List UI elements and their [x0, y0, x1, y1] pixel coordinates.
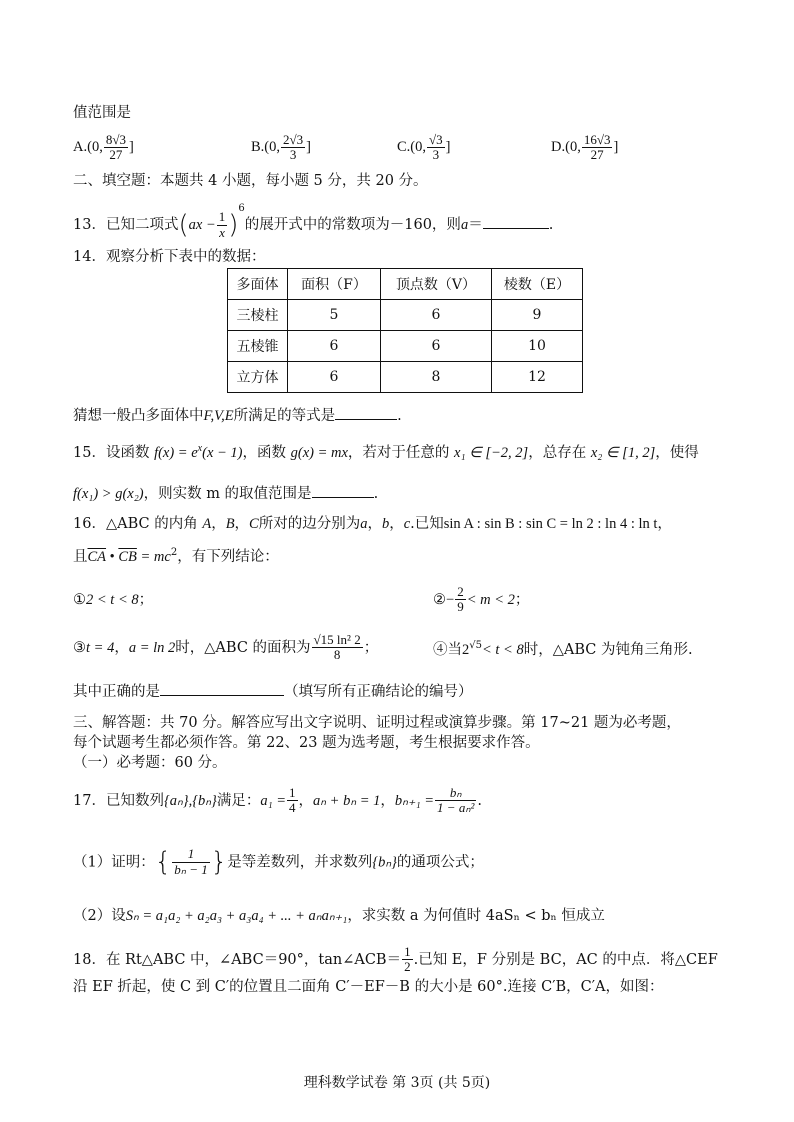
frac-den: 1 − aₙ² — [437, 800, 475, 816]
right-brace: } — [210, 847, 228, 877]
q14-answer-blank — [335, 407, 397, 420]
frac-num: √15 ln² 2 — [313, 632, 361, 647]
option-prefix: (0, — [87, 139, 103, 156]
q16-text: .已知 — [410, 516, 444, 532]
q16-vector-ca: $\overline{CA}$ — [87, 548, 107, 565]
frac-num: bₙ — [435, 786, 476, 801]
q16-neg: − — [446, 591, 455, 608]
q12-option — [397, 133, 451, 163]
q16-answer — [73, 683, 473, 701]
question-14 — [73, 248, 265, 266]
q13-ax: ax − — [188, 217, 216, 233]
q16-fraction — [455, 585, 466, 615]
frac-num: 8√3 — [105, 132, 126, 147]
option-suffix: ] — [613, 139, 619, 156]
section3-line1: 三、解答题：共 70 分。解答应写出文字说明、证明过程或演算步骤。第 17~21 题为必考题， — [73, 715, 681, 731]
table-cell: 8 — [381, 362, 492, 393]
q16-answer-post: （填写所有正确结论的编号） — [284, 684, 473, 700]
q16-conclusion-4 — [433, 640, 693, 659]
q15-gx: g(x) = mx — [290, 444, 348, 461]
q17-text: 满足： — [216, 792, 261, 809]
frac-den: 9 — [457, 599, 464, 615]
option-fraction — [427, 133, 445, 163]
q16-conclusion-1 — [73, 591, 153, 609]
table-header-row — [228, 269, 583, 300]
q15-x1: x₁ ∈ [−2, 2] — [454, 444, 529, 461]
q13-post: 的展开式中的常数项为－160，则 — [244, 217, 461, 233]
option-label: C. — [397, 139, 411, 156]
frac-den: 27 — [109, 147, 123, 163]
q15-text: ，则实数 m 的取值范围是 — [143, 486, 312, 502]
q16-area-fraction — [312, 633, 363, 663]
table-header: 顶点数（V） — [381, 269, 492, 300]
q16-base: 2 — [462, 641, 470, 658]
frac-num: 1 — [289, 785, 296, 800]
left-brace: { — [154, 847, 172, 877]
frac-den: 8 — [333, 647, 341, 663]
q17-p1-label: （1）证明： — [73, 854, 155, 871]
table-cell: 立方体 — [228, 362, 288, 393]
q15-text: 设函数 — [105, 444, 150, 461]
frac-den: 3 — [432, 147, 440, 163]
q16-text: 时，△ABC 为钝角三角形. — [523, 641, 693, 658]
q17-text: 的通项公式； — [396, 854, 484, 871]
q16-expr: 2 < t < 8 — [86, 592, 139, 608]
table-cell: 6 — [381, 300, 492, 331]
frac-den: 27 — [590, 147, 604, 163]
table-cell: 5 — [288, 300, 381, 331]
q12-option — [251, 133, 311, 163]
q18-fraction — [402, 945, 413, 975]
q16-mark: ④当 — [433, 641, 462, 658]
q16-side-a: a — [360, 516, 368, 532]
q16-answer-blank — [160, 683, 284, 696]
q16-expr: < m < 2 — [466, 591, 515, 608]
table-row — [228, 331, 583, 362]
q15-fx-tail: (x − 1) — [202, 444, 243, 461]
q17-a1: a₁ = — [260, 792, 287, 809]
q16-mark: ③ — [73, 639, 86, 656]
q16-comma: ， — [657, 516, 672, 532]
q13-number: 13． — [73, 217, 106, 233]
q17-sum-expr: Sₙ = a₁a₂ + a₂a₃ + a₃a₄ + ... + aₙaₙ₊₁ — [125, 908, 348, 924]
q16-number: 16． — [73, 516, 106, 532]
table-header: 面积（F） — [288, 269, 381, 300]
q16-mark: ② — [433, 591, 446, 608]
q16-sine-ratio: sin A : sin B : sin C = ln 2 : ln 4 : ln t — [443, 516, 658, 532]
option-suffix: ] — [306, 139, 311, 156]
q16-end: ； — [514, 591, 530, 608]
q15-text: ，若对于任意的 — [347, 444, 450, 461]
q16-exp: √5 — [469, 640, 482, 651]
q16-side-b: b — [381, 516, 390, 532]
section3-line3: （一）必考题：60 分。 — [73, 755, 227, 771]
option-fraction — [281, 133, 305, 163]
q13-frac-num: 1 — [218, 209, 226, 225]
q12-stem-end: 值范围是 — [73, 105, 131, 121]
q15-fx-sup: x — [197, 443, 203, 454]
q17-rec: bₙ₊₁ = — [394, 792, 435, 809]
frac-den: 3 — [289, 147, 297, 163]
q18-line2: 沿 EF 折起，使 C 到 C′的位置且二面角 C′－EF－B 的大小是 60°.连接 C′B，C′A，如图： — [73, 979, 664, 995]
q16-end: ； — [138, 592, 154, 608]
q18-text: 在 Rt△ABC 中，∠ABC＝90°，tan∠ACB＝ — [105, 951, 402, 968]
right-paren: ) — [228, 209, 239, 240]
q14-number: 14． — [73, 249, 106, 265]
q17-p1-fraction — [172, 847, 209, 877]
q16-expr: t = 4 — [86, 639, 115, 656]
q16-dot: • — [106, 548, 119, 565]
q15-fx: f(x) = e — [154, 444, 198, 461]
table-cell: 9 — [492, 300, 583, 331]
frac-den: 4 — [289, 800, 296, 816]
option-fraction — [582, 133, 613, 163]
q17-seqs: {aₙ},{bₙ} — [163, 792, 217, 809]
q18-number: 18． — [73, 951, 106, 968]
q16-text: 且 — [73, 548, 88, 565]
q16-angle-c: C — [249, 516, 259, 532]
q15-x2: x₂ ∈ [1, 2] — [590, 444, 656, 461]
table-cell: 12 — [492, 362, 583, 393]
q18-text: .已知 E，F 分别是 BC，AC 的中点．将△CEF — [413, 951, 718, 968]
q16-text: 时，△ABC 的面积为 — [175, 639, 311, 656]
q17-text: ，求实数 a 为何值时 4aSₙ < bₙ 恒成立 — [347, 908, 605, 924]
option-suffix: ] — [128, 139, 134, 156]
polyhedron-table — [227, 268, 583, 393]
table-header: 多面体 — [228, 269, 288, 300]
option-suffix: ] — [445, 139, 451, 156]
option-prefix: (0, — [410, 139, 427, 156]
question-15 — [73, 443, 699, 462]
q14-conclusion-post: 所满足的等式是 — [233, 408, 336, 424]
q15-text: ，总存在 — [528, 444, 587, 461]
q17-part2 — [73, 907, 605, 925]
option-prefix: (0, — [264, 139, 281, 156]
q17-sum: aₙ + bₙ = 1 — [313, 792, 381, 809]
q16-angle-a: A — [202, 516, 212, 532]
table-row — [228, 300, 583, 331]
table-header: 棱数（E） — [492, 269, 583, 300]
q16-side-c: c — [403, 516, 411, 532]
frac-num: 2 — [457, 584, 464, 599]
option-label: B. — [251, 139, 265, 156]
q17-text: 已知数列 — [105, 792, 164, 809]
q17-end: . — [477, 792, 483, 809]
q16-text: 所对的边分别为 — [258, 516, 361, 532]
q13-eq: ＝ — [468, 217, 483, 233]
q16-conclusion-2 — [433, 585, 529, 615]
q15-answer-blank — [312, 485, 374, 498]
q16-end: ； — [363, 639, 379, 656]
frac-num: 1 — [404, 944, 411, 959]
frac-num: 16√3 — [583, 132, 611, 147]
left-paren: ( — [178, 209, 189, 240]
frac-num: 1 — [172, 847, 209, 862]
q17-text: 是等差数列，并求数列 — [227, 854, 373, 871]
q16-vec-tail: = mc — [136, 548, 171, 565]
question-18 — [73, 945, 718, 975]
option-prefix: (0, — [565, 139, 581, 156]
q15-number: 15． — [73, 444, 106, 461]
table-cell: 三棱柱 — [228, 300, 288, 331]
q15-end: . — [373, 486, 379, 502]
q16-expr: a = ln 2 — [128, 639, 176, 656]
q16-vector-cb: $\overline{CB}$ — [118, 548, 137, 565]
table-row — [228, 362, 583, 393]
q16-expr: < t < 8 — [481, 641, 524, 658]
q17-p2-label: （2）设 — [73, 908, 126, 924]
question-13 — [73, 203, 553, 241]
q16-line2 — [73, 547, 279, 566]
q17-a1-fraction — [287, 786, 298, 816]
page-footer: 理科数学试卷 第 3页 (共 5页) — [303, 1075, 491, 1091]
option-label: D. — [551, 139, 566, 156]
q17-rec-fraction — [435, 786, 476, 816]
table-cell: 6 — [288, 362, 381, 393]
q16-text: △ABC 的内角 — [105, 516, 198, 532]
q16-conclusion-3: ③t = 4，a = ln 2时，△ABC 的面积为 $\frac{\text{√15 ln² 2}}{8}$ ； — [73, 632, 379, 663]
frac-den: 2 — [404, 959, 411, 975]
q17-part1 — [73, 846, 484, 879]
q15-inequality: f(x₁) > g(x₂) — [73, 486, 144, 502]
q12-option — [73, 133, 134, 163]
option-label: A. — [73, 139, 88, 156]
q13-answer-blank — [483, 216, 549, 229]
q14-end: . — [397, 408, 402, 424]
table-cell: 五棱锥 — [228, 331, 288, 362]
question-17: 17．已知数列{aₙ},{bₙ}满足：a₁ = $\frac{1}{4}$ ，aₙ + bₙ = 1，bₙ₊₁ = $\frac{\text{bₙ}}{\text{1 − aₙ²}}$ . — [73, 785, 483, 816]
q15-text: ，函数 — [242, 444, 286, 461]
q13-frac-den: x — [219, 224, 225, 240]
q13-var: a — [460, 217, 469, 233]
q14-conclusion-pre: 猜想一般凸多面体中 — [73, 408, 204, 424]
section3-line2: 每个试题考生都必须作答。第 22、23 题为选考题，考生根据要求作答。 — [73, 735, 540, 751]
q16-text: ，有下列结论： — [177, 548, 279, 565]
q13-pre: 已知二项式 — [105, 217, 179, 233]
q17-seq: {bₙ} — [372, 854, 397, 871]
q13-fraction — [217, 210, 228, 240]
question-16: 16．△ABC 的内角 A，B，C所对的边分别为a，b，c.已知sin A : sin B : sin C = ln 2 : ln 4 : ln t， — [73, 516, 672, 532]
q17-number: 17． — [73, 792, 106, 809]
frac-num: √3 — [429, 132, 443, 147]
q16-answer-pre: 其中正确的是 — [73, 684, 160, 700]
frac-den: bₙ − 1 — [174, 861, 208, 877]
q14-stem: 观察分析下表中的数据： — [105, 249, 266, 265]
q14-conclusion — [73, 407, 402, 425]
q15-line2 — [73, 485, 378, 503]
table-cell: 10 — [492, 331, 583, 362]
q14-vars: F,V,E — [203, 408, 234, 424]
table-cell: 6 — [288, 331, 381, 362]
option-fraction — [104, 133, 128, 163]
q16-mark: ① — [73, 592, 86, 608]
q13-exponent: 6 — [238, 203, 245, 214]
q16-angle-b: B — [225, 516, 235, 532]
q16-square: 2 — [170, 547, 178, 558]
q13-end: . — [548, 217, 554, 233]
table-cell: 6 — [381, 331, 492, 362]
q15-text: ，使得 — [655, 444, 699, 461]
q12-option — [551, 133, 618, 163]
section2-heading: 二、填空题：本题共 4 小题，每小题 5 分，共 20 分。 — [73, 173, 428, 189]
frac-num: 2√3 — [283, 132, 304, 147]
